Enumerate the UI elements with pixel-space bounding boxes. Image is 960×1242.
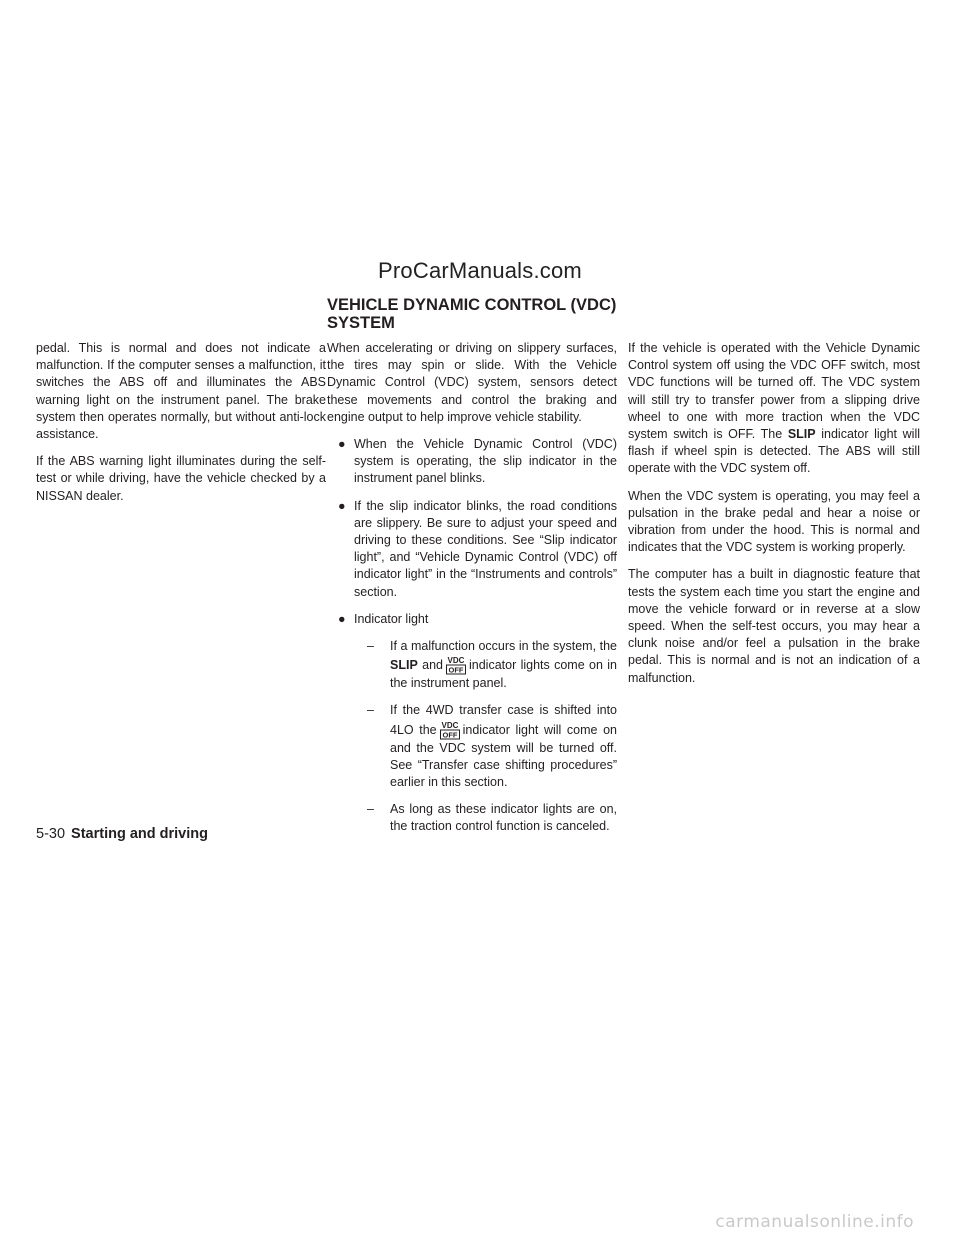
col3-p1-text: If the vehicle is operated with the Vehicle Dynamic Control system off using the VDC OFF switch, most VDC functions will be turned off. The VDC system will still try to transfer power from a slipping drive wheel to one with more traction when the VDC system switch is OFF. The [628, 341, 920, 442]
bullet-text: When the Vehicle Dynamic Control (VDC) system is operating, the slip indicator in the instrument panel blinks. [354, 437, 617, 486]
heading-line-1: VEHICLE DYNAMIC CONTROL (VDC) [327, 296, 617, 314]
vdc-icon-bottom-text: OFF [448, 665, 464, 675]
bullet-text: Indicator light [354, 611, 429, 626]
column-3 [628, 340, 920, 697]
col3-paragraph-2: When the VDC system is operating, you may feel a pulsation in the brake pedal and hear a noise or vibration from under the hood. This is normal and indicates that the VDC system is working properly. [628, 488, 920, 555]
section-name: Starting and driving [71, 826, 208, 842]
bullet-icon: ● [338, 437, 346, 452]
bullet-text: If the slip indicator blinks, the road conditions are slippery. Be sure to adjust your speed and driving to these conditions. See “Slip indicator light”, and “Vehicle Dynamic Control (VDC) off indicator light” in the “Instruments and controls” section. [354, 498, 617, 599]
page-number: 5-30 [36, 826, 66, 842]
dash-text: indicator light will come on and the VDC system will be turned off. See “Transfer case shifting procedures” earlier in this section. [390, 722, 617, 790]
column-2 [327, 340, 617, 846]
slip-label: SLIP [787, 427, 816, 442]
dash-icon: – [367, 703, 374, 718]
dash-icon: – [367, 802, 374, 817]
dash-text: If the 4WD transfer case is shifted into 4LO the [390, 703, 617, 737]
vdc-off-icon [445, 655, 467, 675]
dash-text: and [422, 658, 443, 673]
page-footer [36, 826, 208, 842]
dash-text: As long as these indicator lights are on, the traction control function is canceled. [390, 802, 617, 834]
column-1 [36, 340, 326, 515]
section-heading [327, 296, 627, 332]
col3-p1-text: indicator light will flash if wheel spin is detected. The ABS will still operate with the VDC system off. [628, 427, 920, 476]
dash-icon: – [367, 639, 374, 654]
bullet-icon: ● [338, 498, 346, 513]
dash-item-malfunction [327, 638, 617, 692]
watermark-carmanualsonline: carmanualsonline.info [715, 1212, 914, 1232]
vdc-icon-top-text: VDC [447, 656, 465, 666]
bullet-item [327, 611, 617, 628]
col3-paragraph-1 [628, 340, 920, 478]
col3-paragraph-3: The computer has a built in diagnostic feature that tests the system each time you start the engine and move the vehicle forward or in reverse at a slow speed. When the self-test occurs, you may hear a clunk noise and/or feel a pulsation in the brake pedal. This is normal and is not an indication of a malfunction. [628, 567, 920, 685]
dash-item-4lo [327, 702, 617, 791]
heading-line-2: SYSTEM [327, 314, 395, 332]
slip-label: SLIP [390, 658, 418, 673]
vdc-icon-top-text: VDC [441, 720, 459, 730]
vdc-off-icon [439, 720, 461, 740]
bullet-icon: ● [338, 611, 346, 626]
col1-paragraph-1: pedal. This is normal and does not indicate a malfunction. If the computer senses a malfunction, it switches the ABS off and illuminates the ABS warning light on the instrument panel. The brake system then operates normally, but without anti-lock assistance. [36, 341, 326, 442]
col2-intro: When accelerating or driving on slippery surfaces, the tires may spin or slide. With the Vehicle Dynamic Control (VDC) system, sensors detect these movements and control the braking and engine output to help improve vehicle stability. [327, 341, 617, 424]
watermark-procarmanuals: ProCarManuals.com [378, 258, 582, 283]
bullet-item [327, 436, 617, 488]
vdc-icon-bottom-text: OFF [442, 730, 458, 740]
col1-paragraph-2: If the ABS warning light illuminates during the self-test or while driving, have the vehicle checked by a NISSAN dealer. [36, 454, 326, 503]
dash-text: If a malfunction occurs in the system, the [390, 639, 617, 654]
dash-item-traction [327, 801, 617, 835]
dash-text: indicator lights come on in the instrument panel. [390, 658, 617, 691]
bullet-item [327, 498, 617, 601]
